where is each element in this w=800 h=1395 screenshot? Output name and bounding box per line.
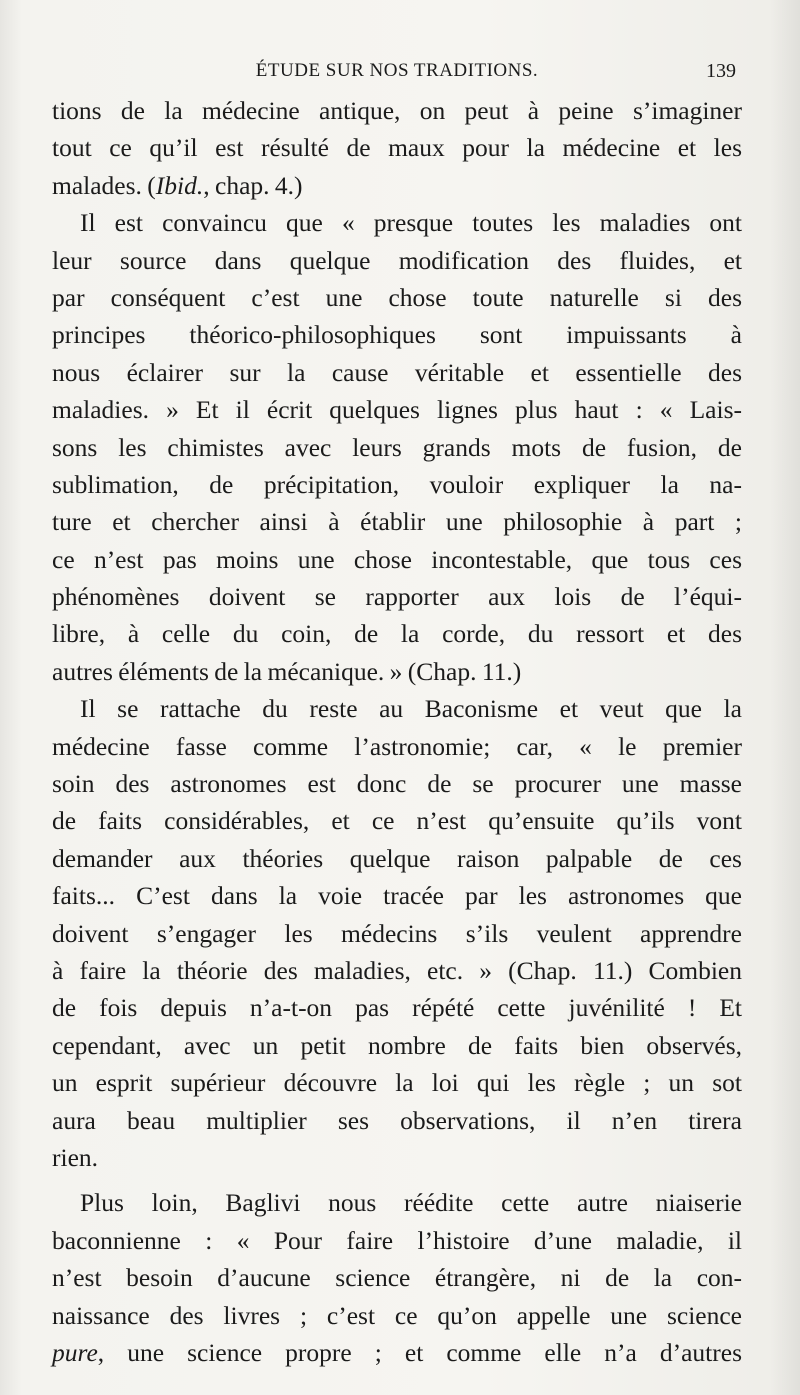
text-line: demander aux théories quelque raison palpable de ces	[52, 843, 742, 873]
text-segment: , chap. 4.)	[203, 170, 303, 200]
text-line: maladies. » Et il écrit quelques lignes plus haut : « Lais-	[52, 395, 742, 425]
text-line: naissance des livres ; c’est ce qu’on appelle une science	[52, 1300, 742, 1330]
text-line: autres éléments de la mécanique. » (Chap. 11.)	[52, 656, 522, 686]
text-segment: , une science propre ; et comme elle n’a d’autres	[97, 1337, 742, 1367]
text-line	[52, 1334, 742, 1371]
italic-text: Ibid.	[155, 170, 204, 200]
text-line: Il est convaincu que « presque toutes les maladies ont	[80, 208, 742, 238]
text-line: ce n’est pas moins une chose incontestable, que tous ces	[52, 544, 742, 574]
text-line: Plus loin, Baglivi nous réédite cette autre niaiserie	[80, 1188, 742, 1218]
text-line: un esprit supérieur découvre la loi qui les règle ; un sot	[52, 1068, 742, 1098]
text-line: Il se rattache du reste au Baconisme et veut que la	[80, 694, 742, 724]
text-line: libre, à celle du coin, de la corde, du ressort et des	[52, 619, 742, 649]
text-line: principes théorico-philosophiques sont impuissants à	[52, 320, 742, 350]
body-text	[52, 92, 742, 1371]
page-edge-shadow	[770, 0, 800, 1395]
text-line: leur source dans quelque modification des fluides, et	[52, 245, 742, 275]
text-segment: malades. (	[52, 170, 156, 200]
page-number: 139	[706, 60, 736, 82]
italic-text: pure	[52, 1337, 98, 1367]
text-line: sons les chimistes avec leurs grands mots de fusion, de	[52, 432, 742, 462]
text-line: de fois depuis n’a-t-on pas répété cette juvénilité ! Et	[52, 993, 742, 1023]
text-line: phénomènes doivent se rapporter aux lois de l’équi-	[52, 582, 742, 612]
text-line: aura beau multiplier ses observations, il n’en tirera	[52, 1105, 742, 1135]
text-line: rien.	[52, 1142, 99, 1172]
text-line	[52, 167, 742, 204]
text-line: cependant, avec un petit nombre de faits bien observés,	[52, 1030, 742, 1060]
text-line: nous éclairer sur la cause véritable et essentielle des	[52, 357, 742, 387]
text-line: ture et chercher ainsi à établir une philosophie à part ;	[52, 507, 742, 537]
text-line: à faire la théorie des maladies, etc. » (Chap. 11.) Combien	[52, 955, 742, 985]
text-line: soin des astronomes est donc de se procurer une masse	[52, 769, 742, 799]
text-line: sublimation, de précipitation, vouloir expliquer la na-	[52, 469, 742, 499]
running-title: ÉTUDE SUR NOS TRADITIONS.	[255, 60, 539, 81]
text-line: n’est besoin d’aucune science étrangère, ni de la con-	[52, 1263, 742, 1293]
text-line: de faits considérables, et ce n’est qu’ensuite qu’ils vont	[52, 806, 742, 836]
page-header	[52, 56, 742, 88]
text-line: baconnienne : « Pour faire l’histoire d’une maladie, il	[52, 1225, 742, 1255]
text-line: doivent s’engager les médecins s’ils veulent apprendre	[52, 918, 742, 948]
text-line: médecine fasse comme l’astronomie; car, « le premier	[52, 731, 742, 761]
paragraph-gap	[52, 1176, 742, 1184]
text-line: par conséquent c’est une chose toute naturelle si des	[52, 282, 742, 312]
text-line: tout ce qu’il est résulté de maux pour la médecine et les	[52, 133, 742, 163]
text-line: faits... C’est dans la voie tracée par les astronomes que	[52, 881, 742, 911]
text-line: tions de la médecine antique, on peut à peine s’imaginer	[52, 96, 742, 125]
